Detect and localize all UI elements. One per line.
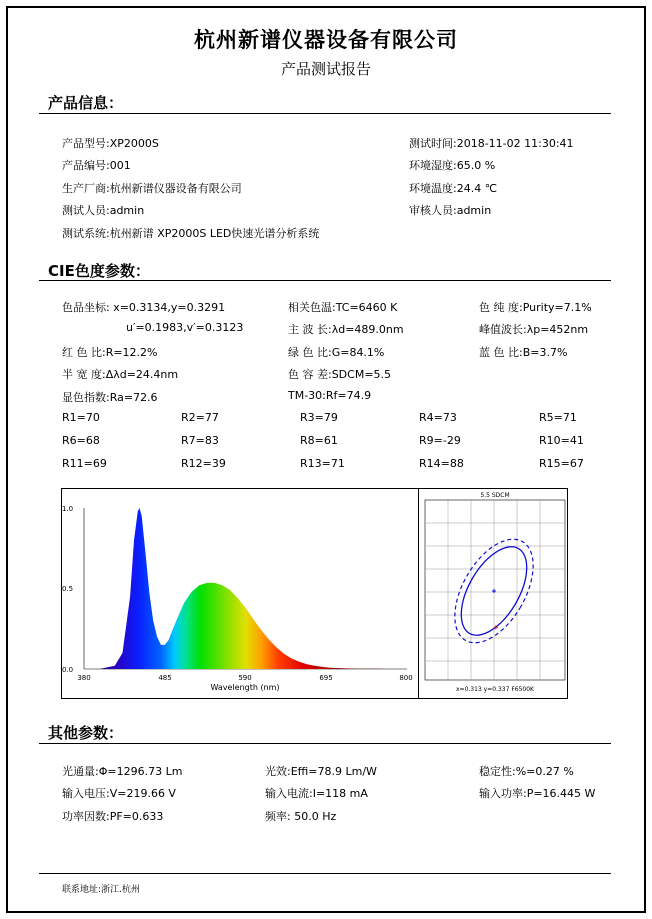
x-tick-label: 800 [399, 674, 413, 682]
test-system: 测试系统:杭州新谱 XP2000S LED快速光谱分析系统 [62, 227, 320, 240]
y-tick-label: 0.0 [62, 666, 74, 674]
chroma-coord-uv: u′=0.1983,v′=0.3123 [126, 321, 244, 334]
r-value: R9=-29 [419, 434, 461, 447]
r-value: R7=83 [181, 434, 219, 447]
manufacturer: 生产厂商:杭州新谱仪器设备有限公司 [62, 182, 242, 195]
r-value: R10=41 [539, 434, 584, 447]
r-value: R3=79 [300, 411, 338, 424]
contact-address: 联系地址:浙江.杭州 [62, 885, 140, 895]
chroma-caption: x=0.313 y=0.337 F6500K [456, 686, 534, 693]
x-tick-label: 380 [77, 674, 91, 682]
r-value: R5=71 [539, 411, 577, 424]
tester: 测试人员:admin [62, 204, 145, 217]
chroma-title: 5.5 SDCM [480, 492, 510, 499]
dominant-wavelength: 主 波 长:λd=489.0nm [288, 323, 404, 336]
r-value: R8=61 [300, 434, 338, 447]
power-factor: 功率因数:PF=0.633 [62, 810, 164, 823]
r-value: R1=70 [62, 411, 100, 424]
spectrum-area [84, 508, 407, 669]
test-time: 测试时间:2018-11-02 11:30:41 [409, 137, 574, 150]
company-title: 杭州新谱仪器设备有限公司 [194, 28, 458, 52]
r-value: R13=71 [300, 457, 345, 470]
other-params-rule [39, 743, 611, 744]
chroma-grid [425, 500, 565, 680]
sdcm: 色 容 差:SDCM=5.5 [288, 368, 392, 381]
chroma-plot-frame [425, 500, 565, 680]
r-value: R4=73 [419, 411, 457, 424]
color-rendering-index: 显色指数:Ra=72.6 [62, 391, 158, 404]
x-tick-label: 485 [158, 674, 172, 682]
y-tick-label: 1.0 [62, 505, 74, 513]
tm30-rf: TM-30:Rf=74.9 [288, 389, 372, 402]
peak-wavelength: 峰值波长:λp=452nm [479, 323, 589, 336]
chromaticity-chart [425, 492, 565, 693]
blue-ratio: 蓝 色 比:B=3.7% [479, 346, 568, 359]
r-value: R11=69 [62, 457, 107, 470]
red-ratio: 红 色 比:R=12.2% [62, 346, 158, 359]
cct: 相关色温:TC=6460 K [288, 301, 398, 314]
other-params-heading: 其他参数： [48, 724, 124, 742]
input-voltage: 输入电压:V=219.66 V [62, 787, 176, 800]
r-value: R15=67 [539, 457, 584, 470]
input-power: 输入功率:P=16.445 W [479, 787, 596, 800]
reviewer: 审核人员:admin [409, 204, 492, 217]
footer-rule [39, 873, 611, 874]
luminous-flux: 光通量:Φ=1296.73 Lm [62, 765, 183, 778]
r-value: R12=39 [181, 457, 226, 470]
r-value: R2=77 [181, 411, 219, 424]
product-info-heading: 产品信息： [48, 94, 124, 112]
x-tick-label: 590 [238, 674, 252, 682]
spectrum-chart [62, 505, 413, 692]
product-model: 产品型号:XP2000S [62, 137, 159, 150]
r-value: R14=88 [419, 457, 464, 470]
y-tick-label: 0.5 [62, 585, 74, 593]
frequency: 频率: 50.0 Hz [265, 810, 337, 823]
purity: 色 纯 度:Purity=7.1% [479, 301, 592, 314]
half-width: 半 宽 度:Δλd=24.4nm [62, 368, 179, 381]
product-number: 产品编号:001 [62, 159, 131, 172]
r-value: R6=68 [62, 434, 100, 447]
input-current: 输入电流:I=118 mA [265, 787, 368, 800]
temperature: 环境温度:24.4 ℃ [409, 182, 498, 195]
green-ratio: 绿 色 比:G=84.1% [288, 346, 385, 359]
stability: 稳定性:%=0.27 % [479, 765, 574, 778]
luminous-efficacy: 光效:Effi=78.9 Lm/W [265, 765, 377, 778]
humidity: 环境湿度:65.0 % [409, 159, 496, 172]
x-tick-label: 695 [319, 674, 333, 682]
report-title: 产品测试报告 [280, 60, 371, 78]
chroma-coord-xy: 色品坐标: x=0.3134,y=0.3291 [62, 301, 226, 314]
x-axis-label: Wavelength (nm) [210, 683, 280, 692]
cie-heading: CIE色度参数： [48, 262, 150, 280]
